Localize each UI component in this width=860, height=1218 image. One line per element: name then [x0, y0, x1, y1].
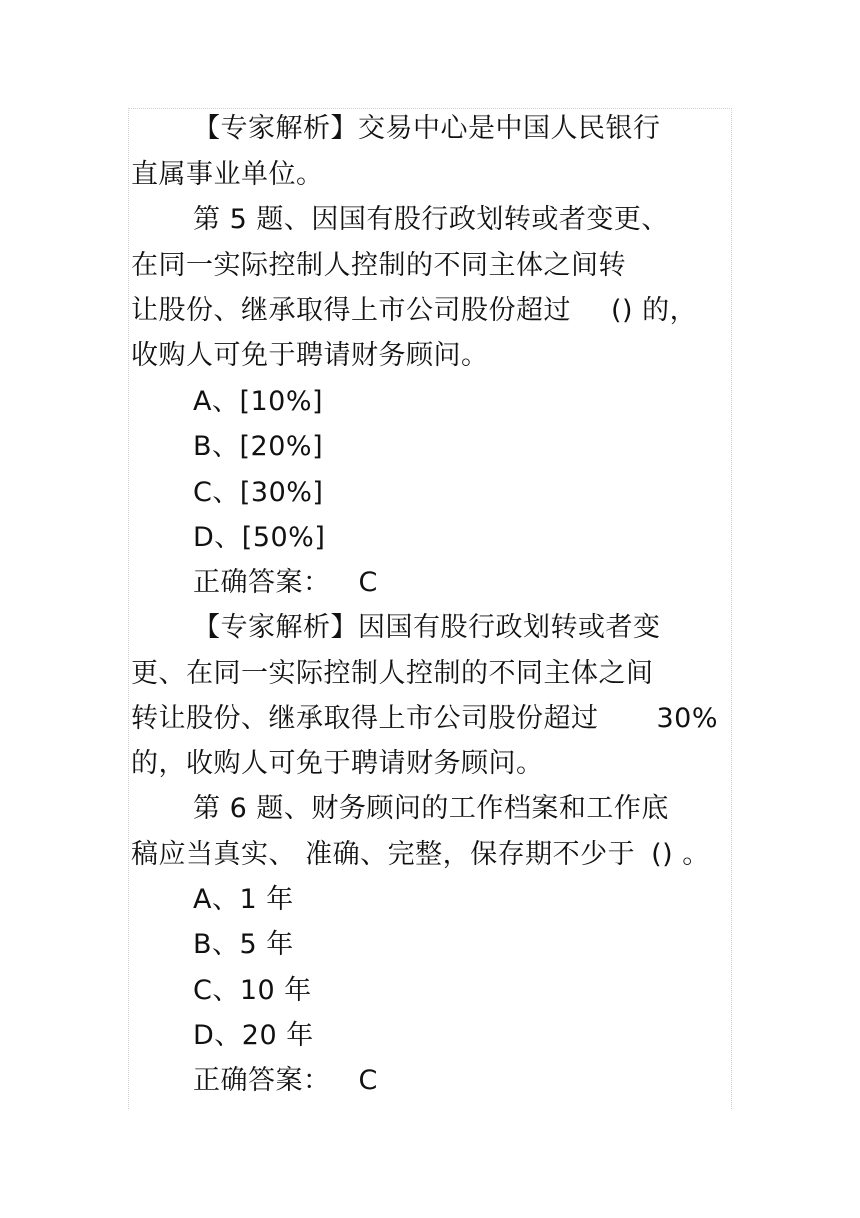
- expert-analysis-line: 【专家解析】因国有股行政划转或者变: [193, 612, 661, 643]
- question-5-line: 收购人可免于聘请财务顾问。: [131, 340, 489, 371]
- answer-label: 正确答案：: [193, 1065, 331, 1096]
- option-d: D、20 年: [193, 1020, 314, 1051]
- question-6-line: [131, 838, 710, 872]
- correct-answer: [193, 566, 378, 600]
- question-5-line: 第 5 题、因国有股行政划转或者变更、: [193, 204, 669, 235]
- option-c: C、10 年: [193, 975, 312, 1006]
- answer-value: C: [358, 567, 378, 598]
- expert-analysis-line: 直属事业单位。: [131, 159, 324, 190]
- question-5-line: [131, 294, 697, 328]
- expert-analysis-line: 【专家解析】交易中心是中国人民银行: [193, 113, 661, 144]
- question-6-text: 稿应当真实、 准确、完整，保存期不少于: [131, 839, 636, 870]
- expert-analysis-line: 的，收购人可免于聘请财务顾问。: [131, 748, 544, 779]
- expert-analysis-line: 更、在同一实际控制人控制的不同主体之间: [131, 658, 654, 689]
- expert-analysis-line: [131, 702, 718, 736]
- option-d: D、[50%]: [193, 522, 326, 553]
- correct-answer: [193, 1064, 378, 1098]
- option-b: B、[20%]: [193, 431, 324, 462]
- question-6-line: 第 6 题、财务顾问的工作档案和工作底: [193, 793, 669, 824]
- option-b: B、5 年: [193, 929, 294, 960]
- option-c: C、[30%]: [193, 477, 324, 508]
- percent-value: 30%: [656, 703, 719, 734]
- question-5-blank: () 的，: [611, 295, 698, 326]
- answer-label: 正确答案：: [193, 567, 331, 598]
- question-5-text: 让股份、继承取得上市公司股份超过: [131, 295, 571, 326]
- expert-analysis-text: 转让股份、继承取得上市公司股份超过: [131, 703, 599, 734]
- question-5-line: 在同一实际控制人控制的不同主体之间转: [131, 250, 626, 281]
- answer-value: C: [358, 1065, 378, 1096]
- option-a: A、[10%]: [193, 386, 324, 417]
- option-a: A、1 年: [193, 884, 294, 915]
- question-6-blank: () 。: [651, 839, 710, 870]
